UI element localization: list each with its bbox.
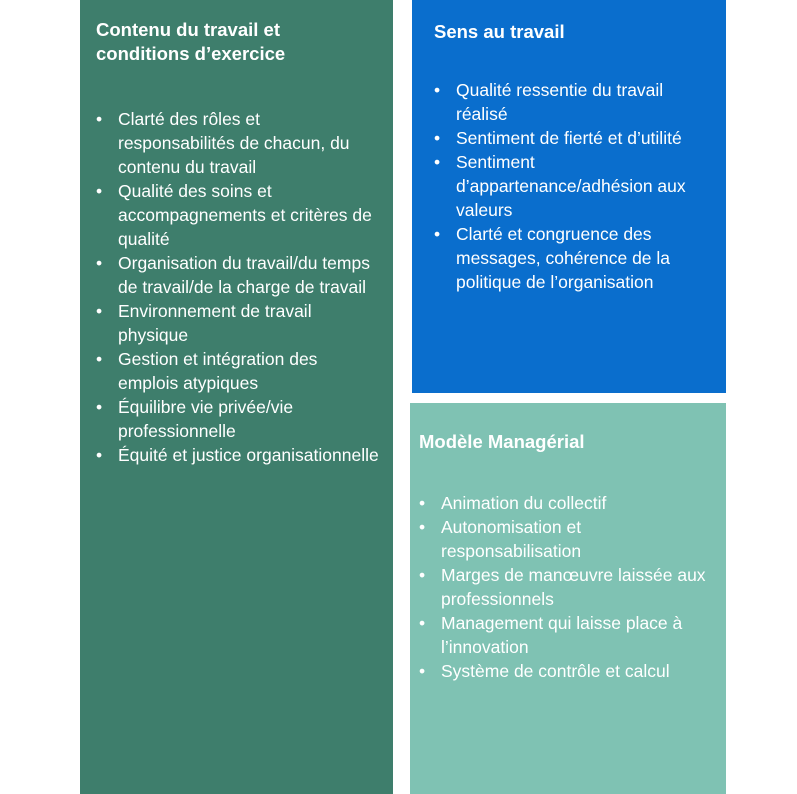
title-line-1: Contenu du travail et [96, 19, 280, 40]
panel-contenu-travail [80, 0, 393, 794]
list-item: • Système de contrôle et calcul [419, 659, 714, 683]
list-item: • Qualité ressentie du travail réalisé [434, 78, 714, 126]
list-item: • Marges de manœuvre laissée aux professionnels [419, 563, 714, 611]
contenu-list [96, 107, 379, 467]
panel-modele-managerial [410, 403, 726, 794]
panel-title-sens: Sens au travail [434, 21, 565, 42]
list-item: • Management qui laisse place à l’innovation [419, 611, 714, 659]
list-item: • Autonomisation et responsabilisation [419, 515, 714, 563]
list-item: • Équilibre vie privée/vie professionnelle [96, 395, 379, 443]
panel-title-contenu [96, 18, 379, 66]
list-item: • Équité et justice organisationnelle [96, 443, 379, 467]
list-item: • Gestion et intégration des emplois atypiques [96, 347, 379, 395]
list-item: • Clarté des rôles et responsabilités de chacun, du contenu du travail [96, 107, 379, 179]
list-item: • Environnement de travail physique [96, 299, 379, 347]
title-line-2: conditions d’exercice [96, 43, 286, 64]
list-item: • Clarté et congruence des messages, cohérence de la politique de l’organisation [434, 222, 714, 294]
sens-list [434, 78, 714, 294]
panel-sens-travail [412, 0, 726, 393]
panel-title-modele: Modèle Managérial [419, 431, 585, 452]
modele-list [419, 491, 714, 683]
list-item: • Organisation du travail/du temps de travail/de la charge de travail [96, 251, 379, 299]
list-item: • Sentiment d’appartenance/adhésion aux valeurs [434, 150, 714, 222]
list-item: • Animation du collectif [419, 491, 714, 515]
list-item: • Qualité des soins et accompagnements et critères de qualité [96, 179, 379, 251]
list-item: • Sentiment de fierté et d’utilité [434, 126, 714, 150]
